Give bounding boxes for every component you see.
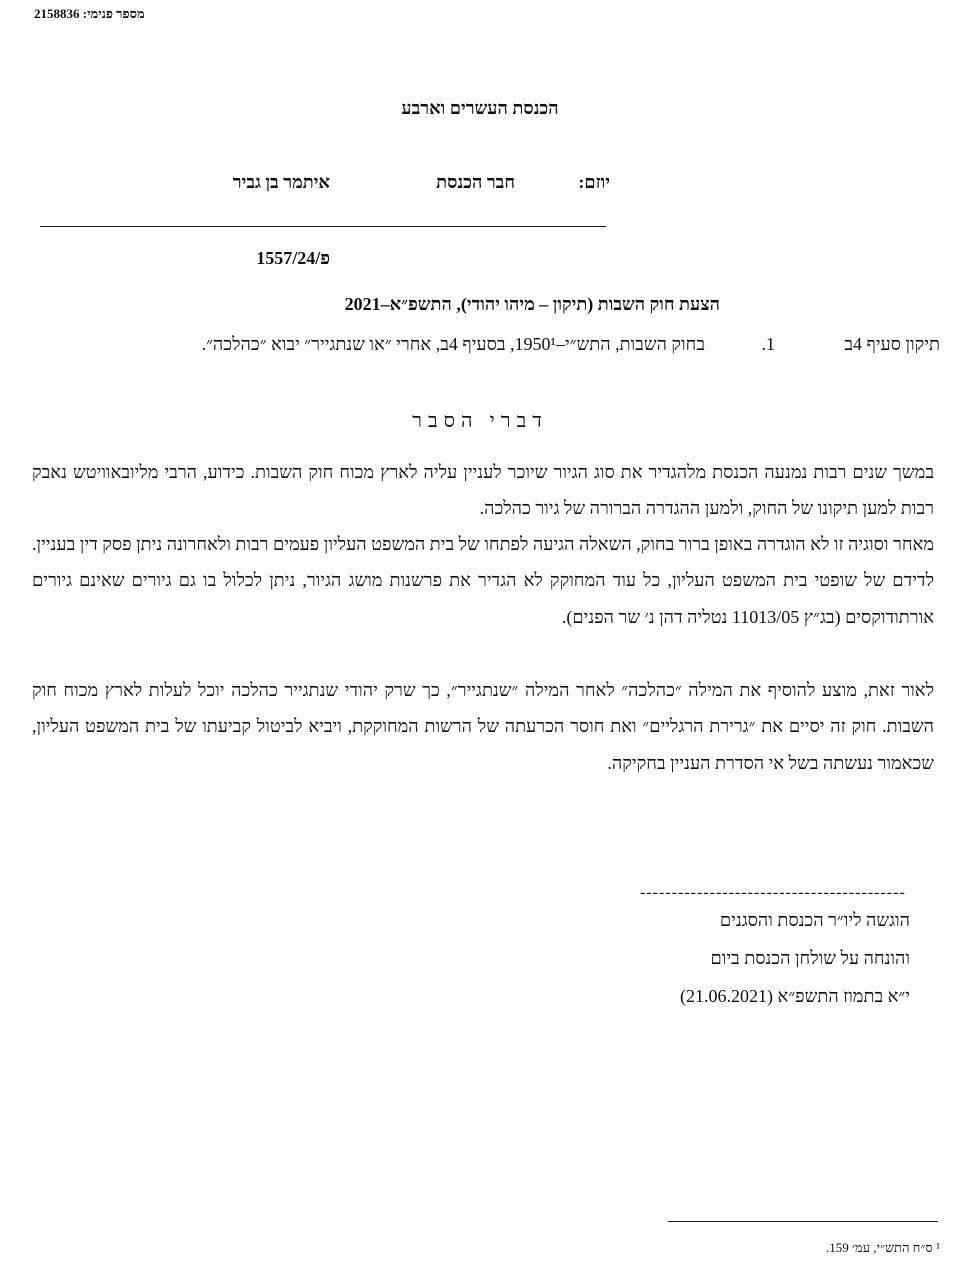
explanation-paragraph-3 bbox=[32, 672, 934, 781]
internal-number: מספר פנימי: 2158836 bbox=[34, 6, 145, 21]
knesset-title: הכנסת העשרים וארבע bbox=[401, 98, 559, 118]
explanation-title: דברי הסבר bbox=[412, 410, 548, 432]
initiator-role: חבר הכנסת bbox=[436, 172, 515, 192]
explanation-paragraph-text: לאור זאת, מוצע להוסיף את המילה ״כהלכה״ לאחר המילה ״שנתגייר״, כך שרק יהודי שנתגייר כהלכה יוכל לעלות לארץ מכוח חוק השבות. חוק זה יסיים את ״גרירת הרגליים״ ואת חוסר הכרעתה של הרשות המחוקקת, ויביא לביטול קביעתו של בית המשפט העליון, שכאמור נעשתה בשל אי הסדרת העניין בחקיקה. bbox=[32, 680, 934, 773]
amendment-side-label: תיקון סעיף 4ב bbox=[844, 334, 940, 354]
submission-date: י״א בתמוז התשפ״א (21.06.2021) bbox=[680, 986, 910, 1006]
footnote-divider bbox=[668, 1221, 938, 1222]
amendment-section-number: 1. bbox=[761, 334, 775, 354]
amendment-text: בחוק השבות, התש״י–1950¹, בסעיף 4ב, אחרי ״או שנתגייר״ יבוא ״כהלכה״. bbox=[201, 334, 705, 354]
initiator-label: יוזם: bbox=[578, 172, 610, 192]
explanation-paragraph-1 bbox=[32, 454, 934, 527]
footnote: ¹ ס״ח התש״י, עמ׳ 159. bbox=[826, 1240, 940, 1255]
header-divider bbox=[40, 226, 606, 227]
explanation-paragraph-2 bbox=[32, 526, 934, 635]
bill-title: הצעת חוק השבות (תיקון – מיהו יהודי), התשפ״א–2021 bbox=[344, 294, 720, 314]
initiator-name: איתמר בן גביר bbox=[232, 172, 330, 192]
signature-dashes: ------------------------------------------ bbox=[640, 884, 906, 901]
submission-line-1: הוגשה ליו״ר הכנסת והסגנים bbox=[719, 910, 910, 930]
explanation-paragraph-text: מאחר וסוגיה זו לא הוגדרה באופן ברור בחוק, השאלה הגיעה לפתחו של בית המשפט העליון פעמים רבות ולאחרונה ניתן פסק דין בעניין. לדידם של שופטי בית המשפט העליון, כל עוד המחוקק לא הגדיר את פרשנות מושג הגיור, ניתן לכלול בו גם גיורים שאינם גיורים אורתודוקסים (בג״ץ 11013/05 נטליה דהן נ׳ שר הפנים). bbox=[32, 534, 934, 627]
bill-number: פ/1557/24 bbox=[256, 248, 330, 268]
explanation-paragraph-text: במשך שנים רבות נמנעה הכנסת מלהגדיר את סוג הגיור שיוכר לעניין עליה לארץ מכוח חוק השבות. כידוע, הרבי מליובאוויטש נאבק רבות למען תיקונו של החוק, ולמען ההגדרה הברורה של גיור כהלכה. bbox=[32, 462, 934, 519]
submission-line-2: והונחה על שולחן הכנסת ביום bbox=[710, 948, 910, 968]
